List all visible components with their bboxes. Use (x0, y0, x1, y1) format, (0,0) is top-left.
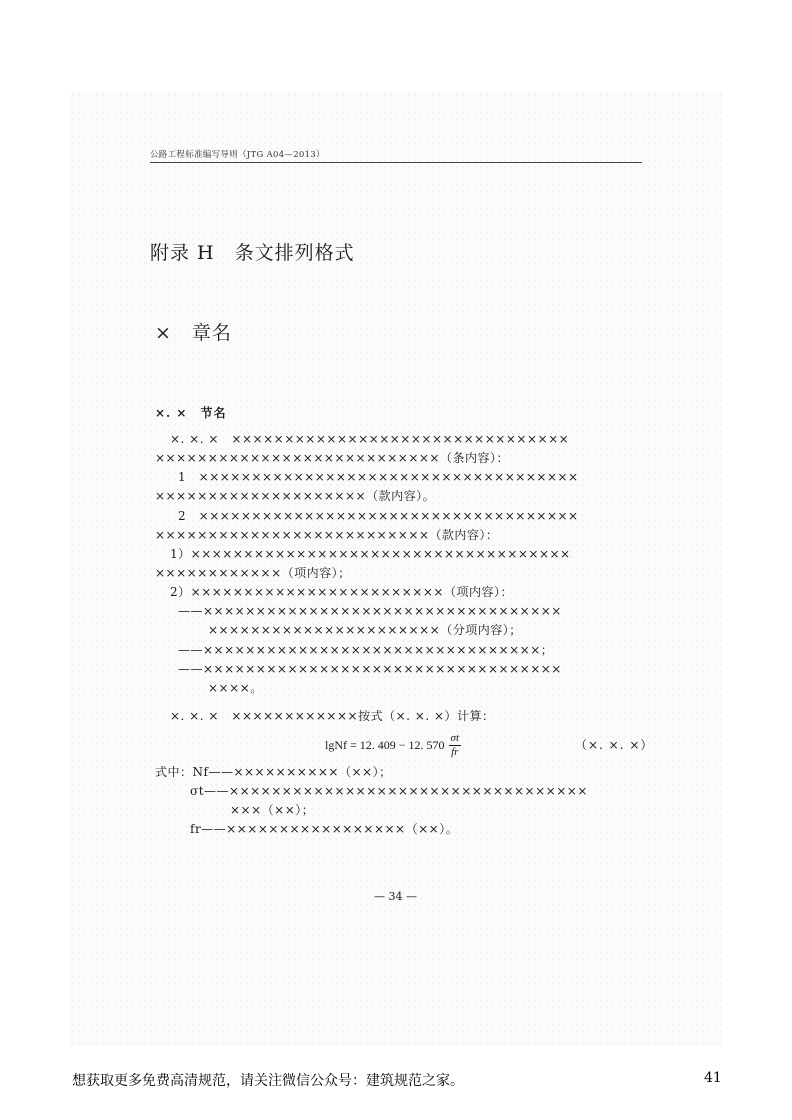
clause-line: 1）×××××××××××××××××××××××××××××××××××× (170, 547, 571, 561)
clause-line: ×××××××××××××××××××××××××××（条内容）： (155, 451, 509, 465)
header-rule (150, 162, 642, 163)
equation-number: （×. ×. ×） (575, 738, 654, 752)
page-number: — 34 — (374, 890, 417, 903)
clause-line: 1 ×××××××××××××××××××××××××××××××××××× (178, 470, 579, 484)
clause-line: ——××××××××××××××××××××××××××××××××； (178, 643, 554, 657)
footer-notice: 想获取更多免费高清规范，请关注微信公众号：建筑规范之家。 (72, 1073, 464, 1089)
section-title: ×. × 节名 (155, 406, 227, 420)
clause-line: fr——×××××××××××××××××（××）。 (190, 822, 459, 836)
appendix-title: 附录 H 条文排列格式 (150, 242, 355, 264)
clause-line: 2）××××××××××××××××××××××××（项内容）： (170, 585, 513, 599)
formula-fraction (449, 732, 461, 759)
clause-line: ——×××××××××××××××××××××××××××××××××× (178, 662, 562, 676)
clause-line: ××××。 (208, 681, 263, 695)
clause-line: ×××（××）； (230, 803, 315, 817)
clause-line: σt——×××××××××××××××××××××××××××××××××× (190, 784, 588, 798)
formula-denominator: fr (451, 746, 459, 758)
clause-line: ××××××××××××××××××××（款内容）。 (155, 489, 436, 503)
formula (325, 732, 461, 759)
running-head: 公路工程标准编写导则（JTG A04—2013） (150, 150, 325, 160)
formula-lhs: lgNf = 12. 409 − 12. 570 (325, 738, 445, 752)
chapter-title: × 章名 (155, 322, 232, 344)
footer-page-number: 41 (704, 1070, 722, 1086)
clause-line: ——×××××××××××××××××××××××××××××××××× (178, 604, 562, 618)
clause-line: ××××××××××××××××××××××××××（款内容）： (155, 528, 499, 542)
clause-line: ××××××××××××（项内容）； (155, 566, 351, 580)
clause-line: 式中：Nf——××××××××××（××）； (155, 765, 392, 779)
clause-line: ×. ×. × ×××××××××××××××××××××××××××××××× (170, 432, 570, 446)
clause-line: ××××××××××××××××××××××（分项内容）； (208, 623, 522, 637)
formula-numerator: σt (450, 732, 460, 744)
clause-line: ×. ×. × ××××××××××××按式（×. ×. ×）计算： (170, 709, 495, 723)
clause-line: 2 ×××××××××××××××××××××××××××××××××××× (178, 509, 579, 523)
